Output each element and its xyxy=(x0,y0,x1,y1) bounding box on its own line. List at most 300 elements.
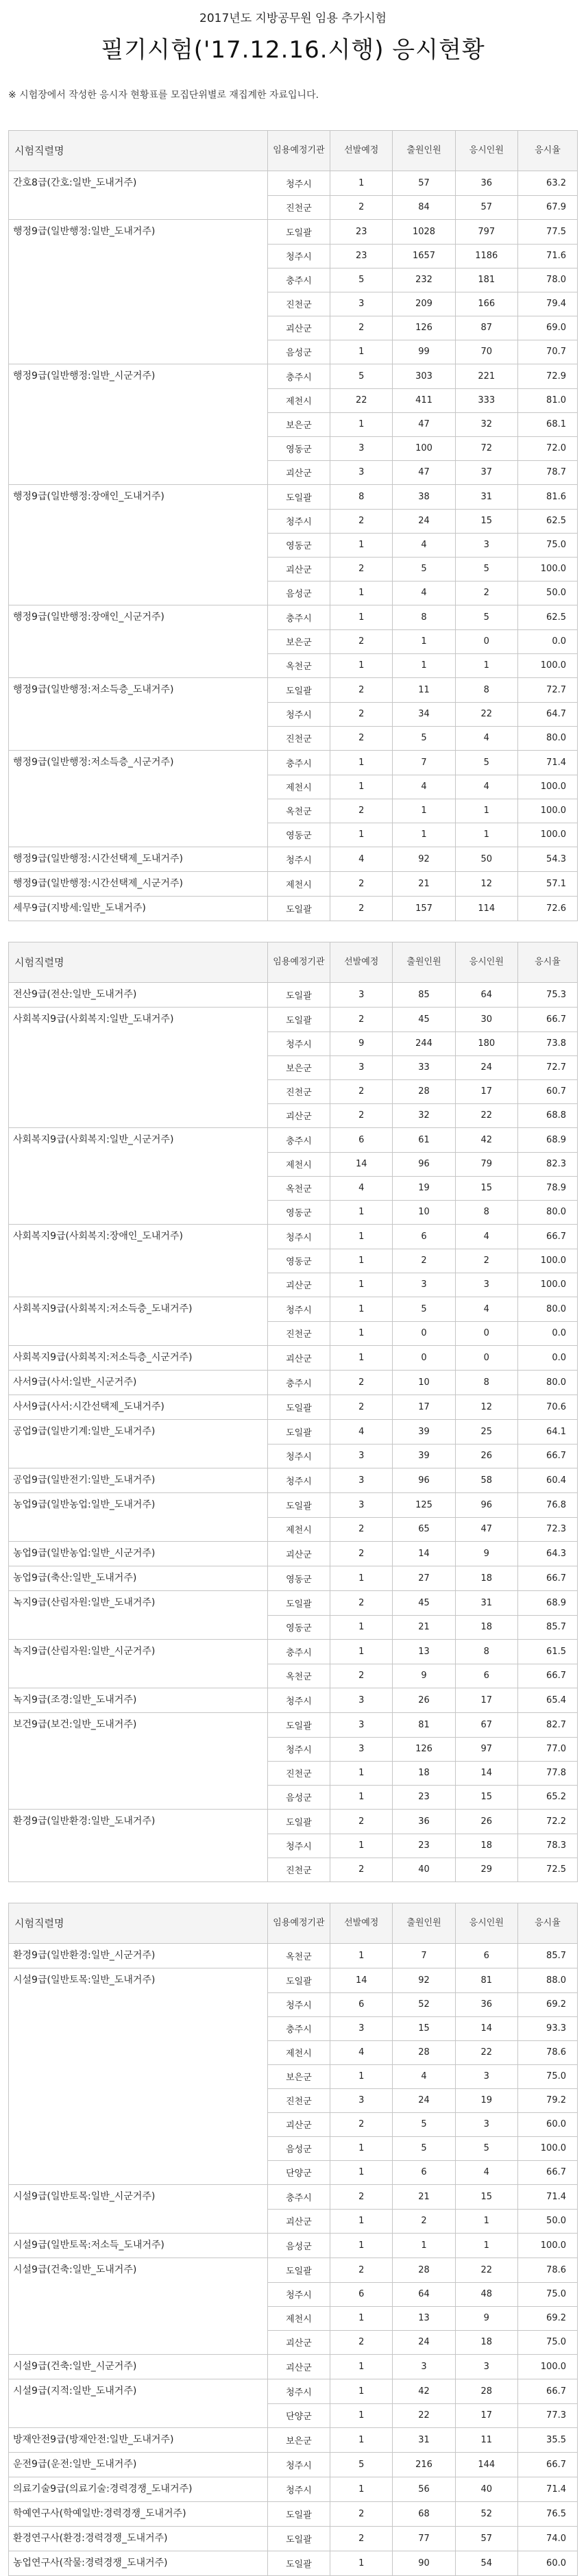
region-cell: 진천군 xyxy=(267,1761,330,1785)
planned-cell: 3 xyxy=(330,1493,393,1518)
takers-cell: 1 xyxy=(455,2209,517,2234)
planned-cell: 1 xyxy=(330,751,393,775)
takers-cell: 0 xyxy=(455,629,517,653)
region-cell: 괴산군 xyxy=(267,557,330,581)
rate-cell: 68.9 xyxy=(517,1128,577,1153)
planned-cell: 1 xyxy=(330,2403,393,2428)
takers-cell: 4 xyxy=(455,726,517,751)
planned-cell: 1 xyxy=(330,653,393,678)
table-row xyxy=(9,388,578,412)
rate-cell: 79.4 xyxy=(517,292,577,316)
rate-cell: 71.4 xyxy=(517,2185,577,2210)
exam-title-cell: 녹지9급(산림자원:일반_도내거주) xyxy=(9,1591,268,1616)
rate-cell: 81.0 xyxy=(517,388,577,412)
applicants-cell: 21 xyxy=(393,2185,455,2210)
applicants-cell: 27 xyxy=(393,1566,455,1591)
table-row xyxy=(9,1615,578,1640)
region-cell: 청주시 xyxy=(267,2453,330,2477)
column-header-region: 임용예정기관 xyxy=(267,131,330,171)
takers-cell: 5 xyxy=(455,605,517,630)
takers-cell: 52 xyxy=(455,2502,517,2527)
exam-title-spacer xyxy=(9,799,268,823)
rate-cell: 78.7 xyxy=(517,460,577,485)
exam-title-cell: 사회복지9급(사회복지:일반_도내거주) xyxy=(9,1008,268,1032)
takers-cell: 15 xyxy=(455,1785,517,1810)
takers-cell: 79 xyxy=(455,1152,517,1176)
exam-title-cell: 녹지9급(조경:일반_도내거주) xyxy=(9,1688,268,1713)
applicants-cell: 11 xyxy=(393,678,455,703)
exam-title-spacer xyxy=(9,2136,268,2160)
planned-cell: 1 xyxy=(330,1346,393,1371)
applicants-cell: 65 xyxy=(393,1517,455,1542)
planned-cell: 2 xyxy=(330,557,393,581)
table-row xyxy=(9,1713,578,1738)
applicants-cell: 61 xyxy=(393,1128,455,1153)
applicants-cell: 7 xyxy=(393,1944,455,1968)
planned-cell: 1 xyxy=(330,1640,393,1664)
takers-cell: 3 xyxy=(455,2112,517,2136)
table-row xyxy=(9,1346,578,1371)
takers-cell: 8 xyxy=(455,1640,517,1664)
exam-title-cell: 행정9급(일반행정:일반_시군거주) xyxy=(9,364,268,389)
region-cell: 보은군 xyxy=(267,629,330,653)
table-row xyxy=(9,1008,578,1032)
planned-cell: 3 xyxy=(330,983,393,1008)
table-row xyxy=(9,823,578,847)
applicants-cell: 1 xyxy=(393,653,455,678)
takers-cell: 12 xyxy=(455,872,517,897)
applicants-cell: 52 xyxy=(393,1992,455,2016)
region-cell: 괴산군 xyxy=(267,1346,330,1371)
table-row xyxy=(9,1542,578,1566)
applicants-cell: 2 xyxy=(393,2209,455,2234)
table-row xyxy=(9,775,578,799)
rate-cell: 68.9 xyxy=(517,1591,577,1616)
table-row xyxy=(9,2040,578,2064)
applicants-cell: 0 xyxy=(393,1321,455,1346)
planned-cell: 5 xyxy=(330,2453,393,2477)
exam-title-cell: 의료기술9급(의료기술:경력경쟁_도내거주) xyxy=(9,2477,268,2502)
applicants-cell: 13 xyxy=(393,1640,455,1664)
region-cell: 청주시 xyxy=(267,2477,330,2502)
exam-title-spacer xyxy=(9,629,268,653)
region-cell: 도일괄 xyxy=(267,1493,330,1518)
table-row xyxy=(9,2403,578,2428)
region-cell: 청주시 xyxy=(267,244,330,268)
rate-cell: 72.6 xyxy=(517,897,577,921)
table-gap xyxy=(8,1882,578,1903)
applicants-cell: 24 xyxy=(393,509,455,533)
exam-title-spacer xyxy=(9,2064,268,2088)
takers-cell: 26 xyxy=(455,1444,517,1468)
column-header-rate: 응시율 xyxy=(517,942,577,983)
rate-cell: 71.6 xyxy=(517,244,577,268)
planned-cell: 4 xyxy=(330,2040,393,2064)
region-cell: 도일괄 xyxy=(267,897,330,921)
document-subtitle: 2017년도 지방공무원 임용 추가시험 xyxy=(199,12,387,25)
takers-cell: 8 xyxy=(455,1200,517,1225)
region-cell: 청주시 xyxy=(267,1468,330,1493)
table-row xyxy=(9,1664,578,1688)
takers-cell: 3 xyxy=(455,2064,517,2088)
takers-cell: 58 xyxy=(455,1468,517,1493)
exam-title-spacer xyxy=(9,436,268,460)
applicants-cell: 1657 xyxy=(393,244,455,268)
table-row xyxy=(9,2477,578,2502)
applicants-cell: 40 xyxy=(393,1858,455,1882)
planned-cell: 1 xyxy=(330,1615,393,1640)
planned-cell: 1 xyxy=(330,171,393,196)
table-row xyxy=(9,1566,578,1591)
exam-title-spacer xyxy=(9,653,268,678)
planned-cell: 6 xyxy=(330,1128,393,1153)
rate-cell: 72.7 xyxy=(517,678,577,703)
applicants-cell: 2 xyxy=(393,1249,455,1273)
applicants-cell: 28 xyxy=(393,1079,455,1103)
applicants-cell: 21 xyxy=(393,1615,455,1640)
exam-title-spacer xyxy=(9,2330,268,2355)
table-row xyxy=(9,171,578,196)
applicants-cell: 3 xyxy=(393,2355,455,2379)
takers-cell: 3 xyxy=(455,2355,517,2379)
exam-title-spacer xyxy=(9,557,268,581)
table-row xyxy=(9,1128,578,1153)
region-cell: 진천군 xyxy=(267,292,330,316)
takers-cell: 1 xyxy=(455,653,517,678)
exam-title-spacer xyxy=(9,2112,268,2136)
region-cell: 괴산군 xyxy=(267,2209,330,2234)
takers-cell: 333 xyxy=(455,388,517,412)
region-cell: 괴산군 xyxy=(267,2112,330,2136)
planned-cell: 2 xyxy=(330,1591,393,1616)
applicants-cell: 81 xyxy=(393,1713,455,1738)
applicants-cell: 8 xyxy=(393,605,455,630)
exam-title-cell: 행정9급(일반행정:장애인_도내거주) xyxy=(9,485,268,510)
takers-cell: 5 xyxy=(455,2136,517,2160)
table-row xyxy=(9,460,578,485)
exam-title-cell: 환경9급(일반환경:일반_도내거주) xyxy=(9,1810,268,1834)
applicants-cell: 244 xyxy=(393,1031,455,1055)
takers-cell: 29 xyxy=(455,1858,517,1882)
table-row xyxy=(9,1944,578,1968)
table-row xyxy=(9,2428,578,2453)
planned-cell: 3 xyxy=(330,1444,393,1468)
table-row xyxy=(9,1249,578,1273)
exam-title-spacer xyxy=(9,823,268,847)
table-row xyxy=(9,2112,578,2136)
region-cell: 청주시 xyxy=(267,2282,330,2306)
region-cell: 도일괄 xyxy=(267,1395,330,1420)
planned-cell: 3 xyxy=(330,1468,393,1493)
region-cell: 괴산군 xyxy=(267,2330,330,2355)
table-row xyxy=(9,557,578,581)
table-row xyxy=(9,2258,578,2283)
exam-title-cell: 시설9급(건축:일반_시군거주) xyxy=(9,2355,268,2379)
rate-cell: 75.0 xyxy=(517,533,577,557)
planned-cell: 1 xyxy=(330,2234,393,2258)
region-cell: 음성군 xyxy=(267,581,330,605)
exam-title-spacer xyxy=(9,195,268,220)
rate-cell: 77.0 xyxy=(517,1737,577,1761)
applicants-cell: 5 xyxy=(393,2112,455,2136)
header-row xyxy=(9,1903,578,1944)
takers-cell: 17 xyxy=(455,1079,517,1103)
region-cell: 보은군 xyxy=(267,1055,330,1079)
column-header-takers: 응시인원 xyxy=(455,131,517,171)
table-row xyxy=(9,1517,578,1542)
planned-cell: 2 xyxy=(330,702,393,726)
table-row xyxy=(9,897,578,921)
takers-cell: 4 xyxy=(455,1225,517,1249)
table-row xyxy=(9,2527,578,2551)
takers-cell: 6 xyxy=(455,1664,517,1688)
planned-cell: 4 xyxy=(330,1420,393,1445)
takers-cell: 28 xyxy=(455,2379,517,2404)
planned-cell: 1 xyxy=(330,2209,393,2234)
applicants-cell: 126 xyxy=(393,1737,455,1761)
exam-title-cell: 간호8급(간호:일반_도내거주) xyxy=(9,171,268,196)
takers-cell: 22 xyxy=(455,702,517,726)
table-row xyxy=(9,2064,578,2088)
applicants-cell: 1 xyxy=(393,629,455,653)
exam-title-cell: 공업9급(일반전기:일반_도내거주) xyxy=(9,1468,268,1493)
applicants-cell: 6 xyxy=(393,1225,455,1249)
table-row xyxy=(9,1968,578,1993)
exam-title-cell: 방재안전9급(방재안전:일반_도내거주) xyxy=(9,2428,268,2453)
column-header-title: 시험직렬명 xyxy=(9,131,268,171)
region-cell: 영동군 xyxy=(267,436,330,460)
planned-cell: 2 xyxy=(330,1542,393,1566)
table-row xyxy=(9,1444,578,1468)
rate-cell: 80.0 xyxy=(517,1371,577,1395)
region-cell: 청주시 xyxy=(267,171,330,196)
planned-cell: 2 xyxy=(330,2185,393,2210)
applicants-cell: 33 xyxy=(393,1055,455,1079)
planned-cell: 9 xyxy=(330,1031,393,1055)
table-row xyxy=(9,1761,578,1785)
takers-cell: 37 xyxy=(455,460,517,485)
takers-cell: 8 xyxy=(455,678,517,703)
table-row xyxy=(9,244,578,268)
planned-cell: 2 xyxy=(330,1371,393,1395)
exam-title-spacer xyxy=(9,509,268,533)
rate-cell: 66.7 xyxy=(517,1008,577,1032)
takers-cell: 3 xyxy=(455,533,517,557)
exam-title-cell: 보건9급(보건:일반_도내거주) xyxy=(9,1713,268,1738)
takers-cell: 32 xyxy=(455,412,517,436)
exam-title-spacer xyxy=(9,2040,268,2064)
region-cell: 보은군 xyxy=(267,2064,330,2088)
rate-cell: 76.5 xyxy=(517,2502,577,2527)
region-cell: 청주시 xyxy=(267,702,330,726)
region-cell: 제천시 xyxy=(267,872,330,897)
takers-cell: 57 xyxy=(455,195,517,220)
applicants-cell: 18 xyxy=(393,1761,455,1785)
table-row xyxy=(9,1640,578,1664)
applicants-cell: 92 xyxy=(393,847,455,872)
planned-cell: 3 xyxy=(330,1737,393,1761)
rate-cell: 69.2 xyxy=(517,1992,577,2016)
applicants-cell: 10 xyxy=(393,1371,455,1395)
table-row xyxy=(9,1785,578,1810)
table-body xyxy=(9,983,578,1882)
takers-cell: 72 xyxy=(455,436,517,460)
table-row xyxy=(9,412,578,436)
region-cell: 충주시 xyxy=(267,2185,330,2210)
takers-cell: 166 xyxy=(455,292,517,316)
rate-cell: 76.8 xyxy=(517,1493,577,1518)
rate-cell: 81.6 xyxy=(517,485,577,510)
region-cell: 괴산군 xyxy=(267,1273,330,1297)
applicants-cell: 47 xyxy=(393,460,455,485)
rate-cell: 72.5 xyxy=(517,1858,577,1882)
exam-title-spacer xyxy=(9,1249,268,1273)
takers-cell: 97 xyxy=(455,1737,517,1761)
applicants-cell: 5 xyxy=(393,2136,455,2160)
region-cell: 진천군 xyxy=(267,1321,330,1346)
rate-cell: 100.0 xyxy=(517,1273,577,1297)
applicants-cell: 34 xyxy=(393,702,455,726)
results-table xyxy=(8,942,578,1882)
column-header-title: 시험직렬명 xyxy=(9,1903,268,1944)
applicants-cell: 31 xyxy=(393,2428,455,2453)
applicants-cell: 42 xyxy=(393,2379,455,2404)
exam-title-cell: 사서9급(사서:일반_시군거주) xyxy=(9,1371,268,1395)
planned-cell: 1 xyxy=(330,1273,393,1297)
rate-cell: 0.0 xyxy=(517,1346,577,1371)
planned-cell: 2 xyxy=(330,195,393,220)
takers-cell: 4 xyxy=(455,2160,517,2185)
table-row xyxy=(9,653,578,678)
rate-cell: 68.1 xyxy=(517,412,577,436)
takers-cell: 19 xyxy=(455,2088,517,2112)
planned-cell: 1 xyxy=(330,2064,393,2088)
planned-cell: 3 xyxy=(330,292,393,316)
applicants-cell: 209 xyxy=(393,292,455,316)
planned-cell: 1 xyxy=(330,2355,393,2379)
exam-title-spacer xyxy=(9,244,268,268)
table-row xyxy=(9,726,578,751)
applicants-cell: 4 xyxy=(393,775,455,799)
column-header-planned: 선발예정 xyxy=(330,1903,393,1944)
applicants-cell: 157 xyxy=(393,897,455,921)
table-row xyxy=(9,1103,578,1128)
planned-cell: 3 xyxy=(330,2088,393,2112)
applicants-cell: 96 xyxy=(393,1152,455,1176)
takers-cell: 181 xyxy=(455,268,517,292)
header-row xyxy=(9,131,578,171)
rate-cell: 85.7 xyxy=(517,1615,577,1640)
takers-cell: 1186 xyxy=(455,244,517,268)
planned-cell: 2 xyxy=(330,872,393,897)
table-row xyxy=(9,1031,578,1055)
rate-cell: 66.7 xyxy=(517,1444,577,1468)
table-row xyxy=(9,2306,578,2330)
exam-title-cell: 전산9급(전산:일반_도내거주) xyxy=(9,983,268,1008)
applicants-cell: 99 xyxy=(393,340,455,364)
takers-cell: 87 xyxy=(455,316,517,340)
column-header-applicants: 출원인원 xyxy=(393,131,455,171)
rate-cell: 66.7 xyxy=(517,2453,577,2477)
table-row xyxy=(9,702,578,726)
takers-cell: 67 xyxy=(455,1713,517,1738)
exam-title-spacer xyxy=(9,1517,268,1542)
region-cell: 청주시 xyxy=(267,1834,330,1858)
rate-cell: 69.0 xyxy=(517,316,577,340)
applicants-cell: 68 xyxy=(393,2502,455,2527)
exam-title-cell: 행정9급(일반행정:저소득층_시군거주) xyxy=(9,751,268,775)
applicants-cell: 45 xyxy=(393,1591,455,1616)
rate-cell: 72.3 xyxy=(517,1517,577,1542)
exam-title-cell: 행정9급(일반행정:시간선택제_도내거주) xyxy=(9,847,268,872)
exam-title-spacer xyxy=(9,412,268,436)
exam-title-cell: 세무9급(지방세:일반_도내거주) xyxy=(9,897,268,921)
applicants-cell: 4 xyxy=(393,533,455,557)
takers-cell: 114 xyxy=(455,897,517,921)
region-cell: 충주시 xyxy=(267,1371,330,1395)
exam-title-spacer xyxy=(9,1664,268,1688)
rate-cell: 66.7 xyxy=(517,2379,577,2404)
region-cell: 도일괄 xyxy=(267,678,330,703)
takers-cell: 221 xyxy=(455,364,517,389)
table-row xyxy=(9,1810,578,1834)
applicants-cell: 4 xyxy=(393,2064,455,2088)
exam-title-spacer xyxy=(9,2088,268,2112)
applicants-cell: 0 xyxy=(393,1346,455,1371)
takers-cell: 15 xyxy=(455,2185,517,2210)
table-row xyxy=(9,2502,578,2527)
region-cell: 제천시 xyxy=(267,775,330,799)
planned-cell: 2 xyxy=(330,678,393,703)
region-cell: 괴산군 xyxy=(267,1542,330,1566)
header-row xyxy=(9,942,578,983)
rate-cell: 80.0 xyxy=(517,1297,577,1322)
planned-cell: 1 xyxy=(330,1321,393,1346)
table-row xyxy=(9,2453,578,2477)
takers-cell: 96 xyxy=(455,1493,517,1518)
takers-cell: 36 xyxy=(455,1992,517,2016)
rate-cell: 100.0 xyxy=(517,557,577,581)
planned-cell: 1 xyxy=(330,2136,393,2160)
rate-cell: 50.0 xyxy=(517,2209,577,2234)
takers-cell: 5 xyxy=(455,751,517,775)
planned-cell: 2 xyxy=(330,1395,393,1420)
takers-cell: 144 xyxy=(455,2453,517,2477)
planned-cell: 4 xyxy=(330,847,393,872)
column-header-takers: 응시인원 xyxy=(455,942,517,983)
table-row xyxy=(9,983,578,1008)
takers-cell: 15 xyxy=(455,1176,517,1200)
region-cell: 청주시 xyxy=(267,1297,330,1322)
exam-title-cell: 농업9급(축산:일반_도내거주) xyxy=(9,1566,268,1591)
planned-cell: 4 xyxy=(330,1176,393,1200)
planned-cell: 1 xyxy=(330,775,393,799)
region-cell: 청주시 xyxy=(267,509,330,533)
planned-cell: 2 xyxy=(330,2330,393,2355)
table-row xyxy=(9,1992,578,2016)
exam-title-spacer xyxy=(9,2209,268,2234)
planned-cell: 1 xyxy=(330,823,393,847)
exam-title-spacer xyxy=(9,1834,268,1858)
region-cell: 제천시 xyxy=(267,2306,330,2330)
region-cell: 청주시 xyxy=(267,1031,330,1055)
region-cell: 청주시 xyxy=(267,1444,330,1468)
planned-cell: 1 xyxy=(330,2306,393,2330)
takers-cell: 0 xyxy=(455,1321,517,1346)
table-row xyxy=(9,2551,578,2576)
results-table xyxy=(8,130,578,921)
exam-title-cell: 사회복지9급(사회복지:저소득층_시군거주) xyxy=(9,1346,268,1371)
